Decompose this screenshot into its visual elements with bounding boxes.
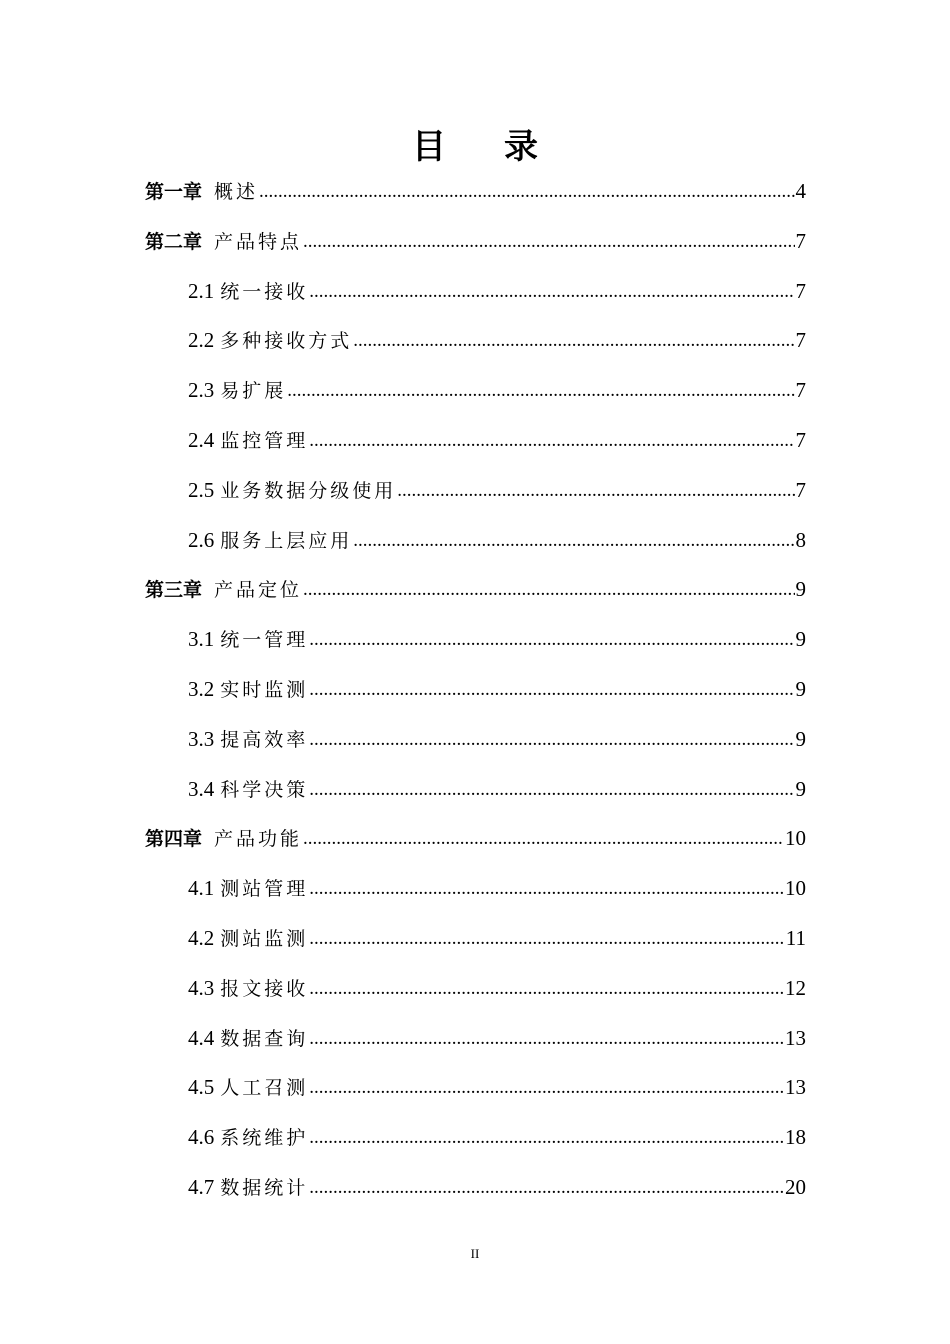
entry-label: 产品功能 xyxy=(214,828,303,851)
dot-leader xyxy=(309,1113,784,1163)
entry-label: 产品特点 xyxy=(214,230,303,253)
entry-number: 2.4 xyxy=(188,428,215,452)
toc-entry-section-2-2[interactable] xyxy=(188,315,806,365)
entry-page-number: 7 xyxy=(795,428,806,452)
entry-number: 4.1 xyxy=(188,876,215,901)
entry-label: 多种接收方式 xyxy=(220,330,353,353)
toc-entry-section-3-4[interactable] xyxy=(188,764,806,814)
entry-label: 实时监测 xyxy=(220,679,309,701)
toc-entry-section-3-1[interactable] xyxy=(188,614,806,664)
toc-title xyxy=(0,122,950,172)
entry-number: 2.3 xyxy=(188,378,215,403)
toc-entry-chapter-3[interactable] xyxy=(145,564,806,614)
dot-leader xyxy=(309,1063,784,1113)
entry-page-number: 13 xyxy=(785,1075,806,1100)
entry-number: 4.4 xyxy=(188,1025,215,1050)
entry-page-number: 8 xyxy=(795,527,806,552)
toc-entry-section-4-4[interactable] xyxy=(188,1013,806,1063)
entry-page-number: 18 xyxy=(785,1125,806,1150)
toc-entry-section-3-2[interactable] xyxy=(188,664,806,714)
entry-page-number: 9 xyxy=(795,627,806,652)
entry-number: 4.5 xyxy=(188,1075,215,1100)
toc-entry-chapter-2[interactable] xyxy=(145,216,806,266)
entry-page-number: 7 xyxy=(795,477,806,502)
dot-leader xyxy=(353,516,794,566)
dot-leader xyxy=(309,914,785,964)
entry-label: 测站管理 xyxy=(220,878,309,901)
dot-leader xyxy=(309,715,794,765)
entry-number: 2.1 xyxy=(188,278,215,303)
dot-leader xyxy=(309,964,784,1014)
entry-number: 第二章 xyxy=(145,230,203,253)
entry-label: 报文接收 xyxy=(220,977,309,1000)
entry-number: 2.2 xyxy=(188,328,215,353)
page-footer-number: II xyxy=(470,1246,480,1261)
entry-label: 统一接收 xyxy=(220,280,309,303)
toc-entry-chapter-4[interactable] xyxy=(145,813,806,863)
entry-page-number: 9 xyxy=(795,677,806,701)
entry-label: 易扩展 xyxy=(220,380,287,403)
entry-page-number: 7 xyxy=(795,378,806,403)
dot-leader xyxy=(397,466,794,516)
toc-entry-section-3-3[interactable] xyxy=(188,714,806,764)
dot-leader xyxy=(287,366,794,416)
entry-page-number: 12 xyxy=(785,975,806,1000)
entry-number: 4.7 xyxy=(188,1175,215,1199)
dot-leader xyxy=(303,814,784,864)
dot-leader xyxy=(309,615,794,665)
entry-number: 3.1 xyxy=(188,627,215,652)
dot-leader xyxy=(309,416,794,466)
entry-label: 数据统计 xyxy=(220,1177,309,1199)
entry-page-number: 11 xyxy=(785,926,806,950)
entry-page-number: 7 xyxy=(795,328,806,353)
toc-entry-section-2-3[interactable] xyxy=(188,365,806,415)
entry-number: 4.6 xyxy=(188,1125,215,1150)
entry-page-number: 10 xyxy=(785,826,806,851)
toc-entry-section-2-6[interactable] xyxy=(188,515,806,565)
entry-label: 人工召测 xyxy=(220,1077,309,1100)
dot-leader xyxy=(303,217,794,267)
entry-page-number: 4 xyxy=(795,179,806,203)
toc-entry-section-4-5[interactable] xyxy=(188,1062,806,1112)
toc-entry-section-4-3[interactable] xyxy=(188,963,806,1013)
toc-entry-chapter-1[interactable] xyxy=(145,166,806,216)
toc-title-char-1: 目 xyxy=(412,127,446,167)
entry-page-number: 9 xyxy=(795,726,806,751)
entry-number: 2.5 xyxy=(188,477,215,502)
dot-leader xyxy=(309,864,784,914)
entry-number: 第四章 xyxy=(145,828,203,851)
dot-leader xyxy=(309,267,794,317)
entry-label: 数据查询 xyxy=(220,1027,309,1050)
dot-leader xyxy=(309,1014,784,1064)
entry-number: 2.6 xyxy=(188,527,215,552)
dot-leader xyxy=(309,1163,784,1213)
entry-label: 服务上层应用 xyxy=(220,529,353,552)
entry-number: 3.4 xyxy=(188,776,215,801)
toc-entry-section-4-7[interactable] xyxy=(188,1162,806,1212)
toc-entry-section-4-2[interactable] xyxy=(188,913,806,963)
entry-page-number: 13 xyxy=(785,1025,806,1050)
toc-entry-section-4-6[interactable] xyxy=(188,1112,806,1162)
entry-page-number: 9 xyxy=(795,776,806,801)
dot-leader xyxy=(309,765,794,815)
dot-leader xyxy=(259,167,794,217)
toc-title-char-2: 录 xyxy=(504,127,538,167)
toc-entry-section-2-1[interactable] xyxy=(188,266,806,316)
entry-label: 概述 xyxy=(214,181,259,203)
entry-number: 4.3 xyxy=(188,975,215,1000)
dot-leader xyxy=(309,665,794,715)
entry-number: 第一章 xyxy=(145,181,203,203)
entry-label: 系统维护 xyxy=(220,1127,309,1150)
entry-page-number: 7 xyxy=(795,228,806,253)
entry-number: 第三章 xyxy=(145,579,203,602)
dot-leader xyxy=(303,565,794,615)
dot-leader xyxy=(353,316,794,366)
toc-entry-section-4-1[interactable] xyxy=(188,863,806,913)
entry-label: 监控管理 xyxy=(220,430,309,452)
entry-label: 测站监测 xyxy=(220,928,309,950)
entry-page-number: 7 xyxy=(795,278,806,303)
entry-label: 提高效率 xyxy=(220,728,309,751)
entry-page-number: 10 xyxy=(785,876,806,901)
entry-number: 3.2 xyxy=(188,677,215,701)
entry-label: 产品定位 xyxy=(214,579,303,602)
entry-page-number: 9 xyxy=(795,577,806,602)
entry-page-number: 20 xyxy=(785,1175,806,1199)
toc-entry-section-2-5[interactable] xyxy=(188,465,806,515)
entry-label: 统一管理 xyxy=(220,629,309,652)
entry-label: 业务数据分级使用 xyxy=(220,479,397,502)
entry-number: 4.2 xyxy=(188,926,215,950)
entry-label: 科学决策 xyxy=(220,778,309,801)
toc-entry-section-2-4[interactable] xyxy=(188,415,806,465)
entry-number: 3.3 xyxy=(188,726,215,751)
